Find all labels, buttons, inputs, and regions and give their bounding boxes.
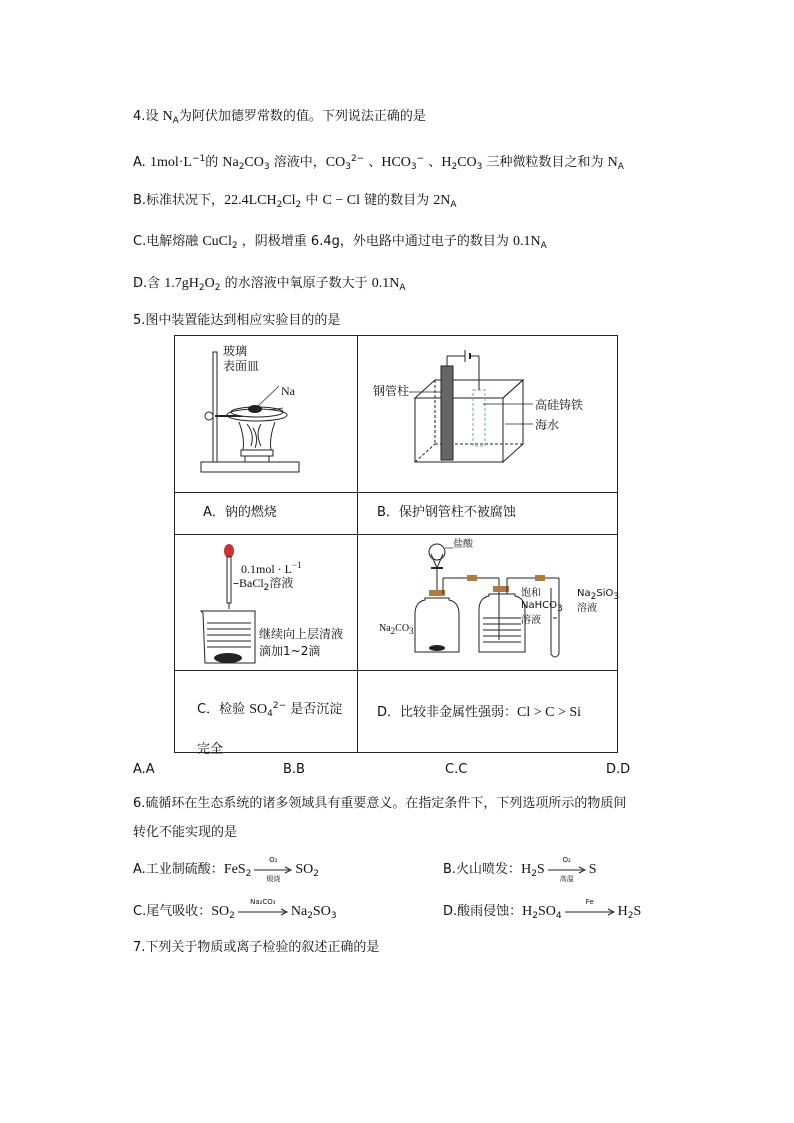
label-hcl: 盐酸 <box>453 539 473 550</box>
caption-c: C．检验 $SO_4^{2-}$ 是否沉淀 完全 <box>197 701 343 757</box>
q4-option-d: D.含 $1.7gH_2O_2$ 的水溶液中氧原子数大于 $0.1N_A$ <box>133 276 406 293</box>
q4-option-b: B.标准状况下，$22.4LCH_2Cl_2$ 中 C − Cl 键的数目为 $2N_A$ <box>133 193 457 210</box>
caption-b: B．保护钢管柱不被腐蚀 <box>377 505 516 520</box>
pipe-protection-figure <box>365 350 615 480</box>
q7-stem: 7.下列关于物质或离子检验的叙述正确的是 <box>133 940 380 955</box>
label-glass: 玻璃 表面皿 <box>223 344 260 373</box>
label-continue-drops: 继续向上层清液 滴加1~2滴 <box>259 627 344 658</box>
label-bacl2: –BaCl$_2$溶液 <box>233 576 294 593</box>
label-na2co3: $Na_2CO_3$ <box>379 623 414 636</box>
label-steel-pipe: 钢管柱 <box>373 384 410 398</box>
label-nahco3: 饱和 NaHCO$_3$ 溶液 <box>521 588 563 626</box>
reaction-arrow-icon: Na₂CO₃ <box>237 905 289 919</box>
caption-d: D．比较非金属性强弱：Cl > C > Si <box>377 705 582 720</box>
q6-option-c: C.尾气吸收：$SO_2$ Na₂CO₃ $Na_2SO_3$ <box>133 897 337 921</box>
q6-option-b: B.火山喷发：$H_2S$ O₂ 高温 S <box>443 855 597 883</box>
label-high-si-iron: 高硅铸铁 <box>535 398 584 412</box>
q5-option-d: D.D <box>606 762 631 777</box>
q5-apparatus-table <box>174 335 620 757</box>
q5-option-a: A.A <box>133 762 155 777</box>
q6-stem-line2: 转化不能实现的是 <box>133 825 238 840</box>
reaction-arrow-icon: O₂ 煅烧 <box>253 863 293 877</box>
q5-option-b: B.B <box>283 762 305 777</box>
label-na2sio3: $Na_2SiO_3$ 溶液 <box>577 588 620 614</box>
q5-stem: 5.图中装置能达到相应实验目的的是 <box>133 313 341 328</box>
label-concentration: $0.1mol \cdot L^{-1}$ <box>241 560 302 576</box>
reaction-arrow-icon: O₂ 高温 <box>547 863 587 877</box>
q6-option-d: D.酸雨侵蚀：$H_2SO_4$ Fe $H_2S$ <box>443 897 642 921</box>
q4-stem: 4.设 $N_A$为阿伏加德罗常数的值。下列说法正确的是 <box>133 109 426 126</box>
q4-option-a: A. $1mol\cdot L^{-1}$的 $Na_2CO_3$ 溶液中，$CO_3^{2-}$ 、$HCO_3^-$ 、$H_2CO_3$ 三种微粒数目之和为 $N_A$ <box>133 154 624 172</box>
label-seawater: 海水 <box>535 418 560 432</box>
label-na: Na <box>281 384 295 398</box>
q6-stem-line1: 6.硫循环在生态系统的诸多领域具有重要意义。在指定条件下，下列选项所示的物质间 <box>133 796 627 811</box>
q5-option-c: C.C <box>445 762 468 777</box>
reaction-arrow-icon: Fe <box>564 905 616 919</box>
caption-a: A．钠的燃烧 <box>203 505 277 520</box>
sodium-combustion-figure <box>195 346 335 484</box>
q6-option-a: A.工业制硫酸：FeS$_2$ O₂ 煅烧 $SO_2$ <box>133 855 319 883</box>
q4-option-c: C.电解熔融 CuCl$_2$ ，阴极增重 6.4g，外电路中通过电子的数目为 $0.1N_A$ <box>133 234 547 251</box>
